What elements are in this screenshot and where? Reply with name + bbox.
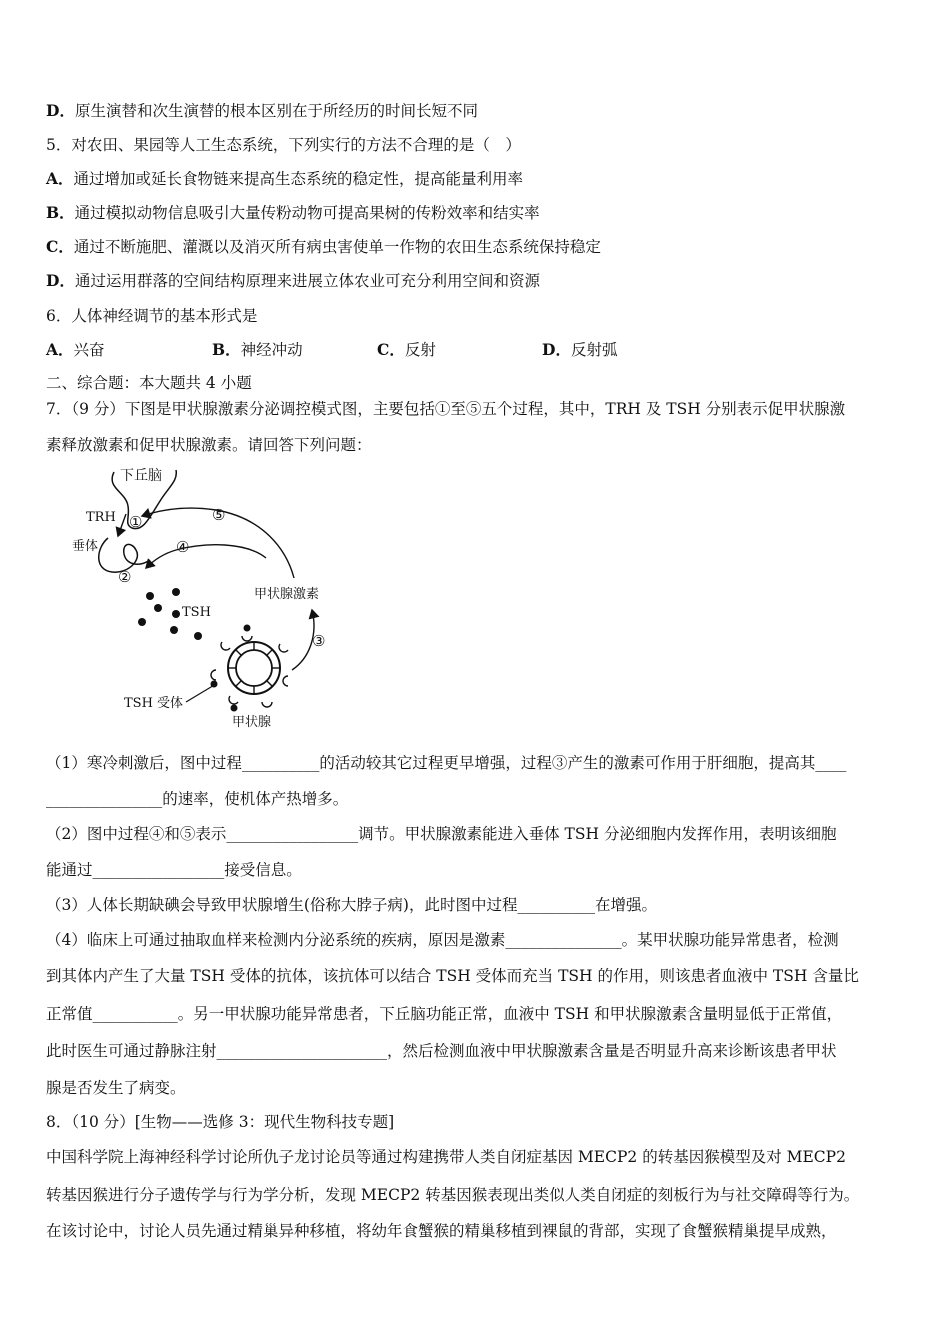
q7-part3-line1: （3）人体长期缺碘会导致甲状腺增生(俗称大脖子病)，此时图中过程__________在增强。 [46, 896, 657, 914]
q4-option-d [46, 100, 478, 122]
option-text: 原生演替和次生演替的根本区别在于所经历的时间长短不同 [74, 102, 478, 120]
arrow-process-4 [146, 545, 266, 568]
option-text: 兴奋 [73, 341, 105, 359]
q8-line3: 在该讨论中，讨论人员先通过精巢异种移植，将幼年食蟹猴的精巢移植到裸鼠的背部，实现了食蟹猴精巢提早成熟， [46, 1222, 837, 1240]
option-label: D． [46, 101, 75, 120]
q6-option-d [542, 339, 617, 361]
q5-stem: 5．对农田、果园等人工生态系统，下列实行的方法不合理的是（ ） [46, 136, 521, 154]
thyroid-regulation-diagram [66, 458, 356, 740]
q6-stem: 6．人体神经调节的基本形式是 [46, 307, 258, 325]
option-label: D． [46, 271, 75, 290]
q5-option-b [46, 202, 540, 224]
q8-line1: 中国科学院上海神经科学讨论所仇子龙讨论员等通过构建携带人类自闭症基因 MECP2 的转基因猴模型及对 MECP2 [46, 1148, 846, 1166]
option-text: 通过不断施肥、灌溉以及消灭所有病虫害使单一作物的农田生态系统保持稳定 [73, 238, 601, 256]
process-5-label: ⑤ [212, 506, 226, 524]
trh-label: TRH [86, 510, 116, 525]
option-label: A． [46, 169, 74, 188]
option-text: 通过增加或延长食物链来提高生态系统的稳定性，提高能量利用率 [73, 170, 524, 188]
q7-part4-line1: （4）临床上可通过抽取血样来检测内分泌系统的疾病，原因是激素_______________。某甲状腺功能异常患者，检测 [46, 931, 839, 949]
q7-part2-line1: （2）图中过程④和⑤表示_________________调节。甲状腺激素能进入垂体 TSH 分泌细胞内发挥作用，表明该细胞 [46, 825, 837, 843]
option-text: 反射 [404, 341, 436, 359]
q6-option-b [212, 339, 303, 361]
q5-option-a [46, 168, 523, 190]
q7-stem-line1: 7．（9 分）下图是甲状腺激素分泌调控模式图，主要包括①至⑤五个过程，其中，TRH 及 TSH 分别表示促甲状腺激 [46, 400, 846, 418]
q8-line2: 转基因猴进行分子遗传学与行为学分析，发现 MECP2 转基因猴表现出类似人类自闭症的刻板行为与社交障碍等行为。 [46, 1186, 860, 1204]
thyroid-hormone-label: 甲状腺激素 [254, 587, 320, 602]
q6-option-c [377, 339, 436, 361]
option-text: 神经冲动 [240, 341, 303, 359]
pituitary-label: 垂体 [72, 539, 99, 554]
option-label: C． [46, 237, 74, 256]
tsh-label: TSH [182, 605, 211, 620]
q5-option-d [46, 270, 540, 292]
option-label: B． [212, 340, 241, 359]
option-text: 通过模拟动物信息吸引大量传粉动物可提高果树的传粉效率和结实率 [74, 204, 540, 222]
thyroid-follicle [211, 625, 289, 712]
section-title: 二、综合题：本大题共 4 小题 [46, 374, 252, 392]
receptor-pointer [186, 684, 216, 702]
option-text: 反射弧 [570, 341, 618, 359]
q7-part4-line2: 到其体内产生了大量 TSH 受体的抗体，该抗体可以结合 TSH 受体而充当 TSH 的作用，则该患者血液中 TSH 含量比 [46, 967, 859, 985]
hypothalamus-label: 下丘脑 [120, 468, 162, 484]
q7-part4-line4: 此时医生可通过静脉注射______________________，然后检测血液中甲状腺激素含量是否明显升高来诊断该患者甲状 [46, 1042, 837, 1060]
q7-part4-line5: 腺是否发生了病变。 [46, 1079, 186, 1097]
option-label: C． [377, 340, 405, 359]
q7-stem-line2: 素释放激素和促甲状腺激素。请回答下列问题： [46, 436, 372, 454]
q7-part1-line1: （1）寒冷刺激后，图中过程__________的活动较其它过程更早增强，过程③产生的激素可作用于肝细胞，提高其____ [46, 754, 847, 772]
q7-part2-line2: 能通过_________________接受信息。 [46, 861, 302, 879]
q5-option-c [46, 236, 601, 258]
q6-option-a [46, 339, 105, 361]
process-4-label: ④ [176, 538, 190, 556]
arrow-process-3 [292, 610, 314, 670]
q8-title: 8．（10 分）[生物——选修 3：现代生物科技专题] [46, 1113, 395, 1131]
option-label: D． [542, 340, 571, 359]
process-2-label: ② [118, 568, 132, 586]
thyroid-label: 甲状腺 [232, 715, 272, 730]
process-1-label: ① [129, 513, 143, 531]
tsh-receptors [211, 636, 288, 707]
option-label: A． [46, 340, 74, 359]
option-text: 通过运用群落的空间结构原理来进展立体农业可充分利用空间和资源 [74, 272, 540, 290]
option-label: B． [46, 203, 75, 222]
process-3-label: ③ [312, 632, 326, 650]
q7-part1-line2: _______________的速率，使机体产热增多。 [46, 790, 349, 808]
tsh-receptor-label: TSH 受体 [124, 696, 184, 711]
arrow-process-1 [118, 514, 126, 536]
q7-part4-line3: 正常值___________。另一甲状腺功能异常患者，下丘脑功能正常，血液中 TSH 和甲状腺激素含量明显低于正常值， [46, 1005, 843, 1023]
